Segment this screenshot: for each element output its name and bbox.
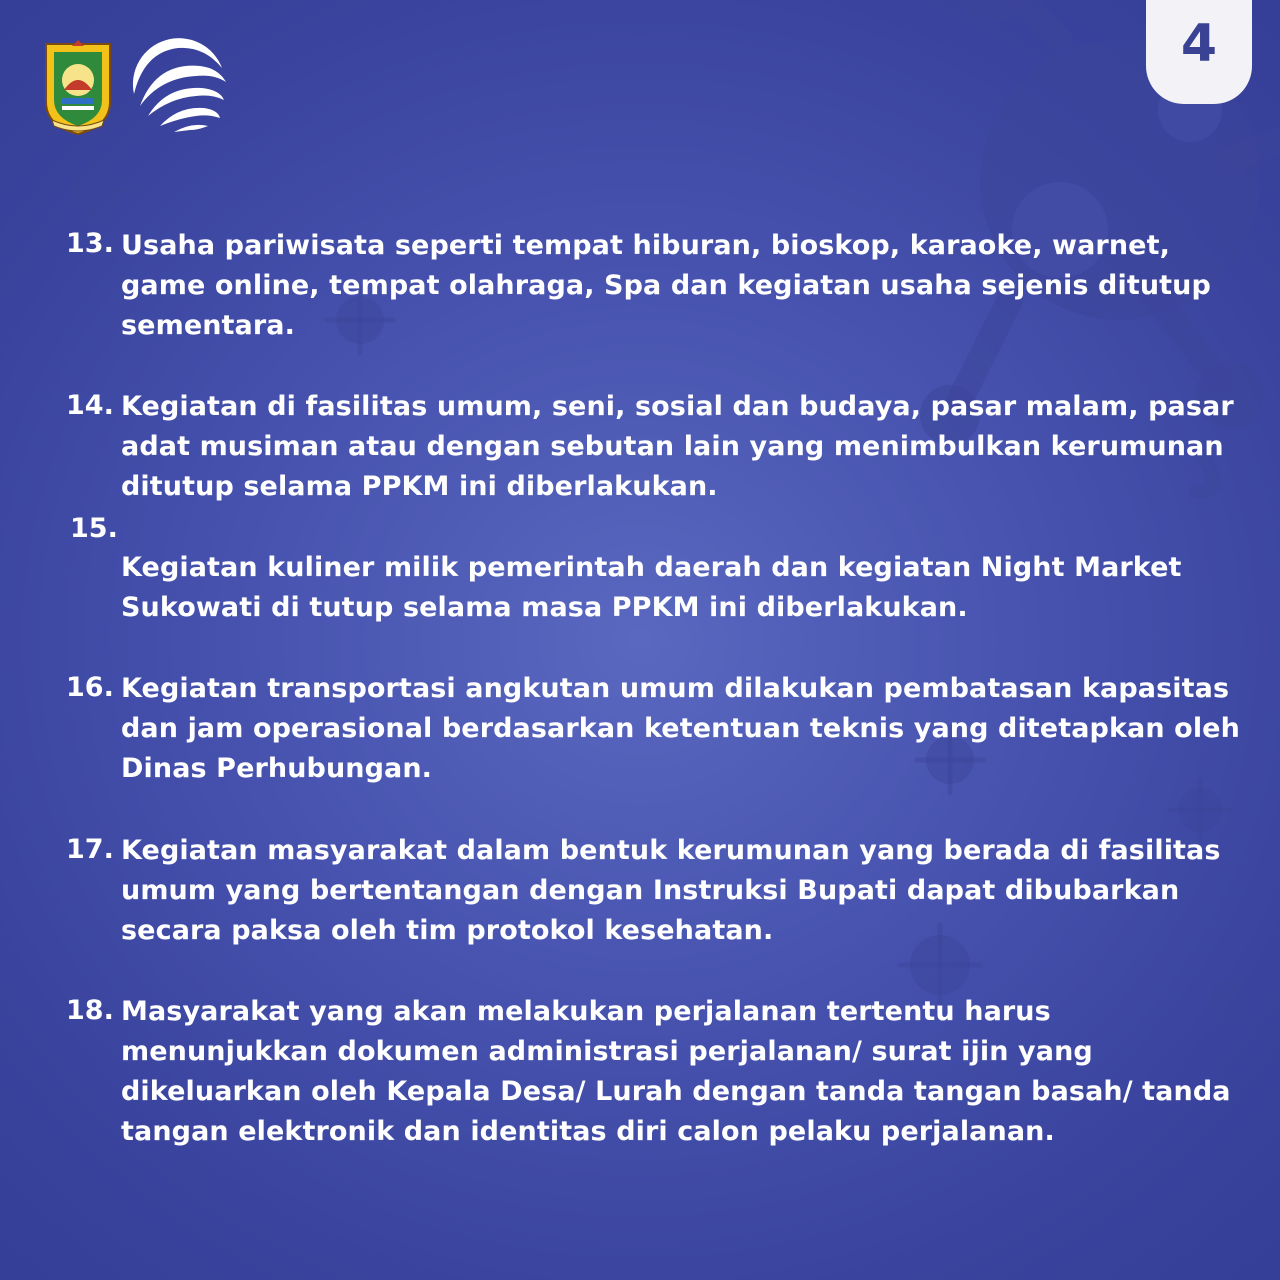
item-number-14: 14. (66, 390, 114, 421)
item-13-line-2: game online, tempat olahraga, Spa dan kegiatan usaha sejenis ditutup (121, 270, 1211, 301)
item-number-15: 15. (70, 513, 118, 544)
item-text-14 (121, 387, 1251, 507)
item-number-18: 18. (66, 995, 114, 1026)
regency-emblem-icon (42, 40, 114, 136)
item-text-18 (121, 992, 1251, 1152)
item-text-15 (121, 548, 1251, 628)
item-15-line-2: Sukowati di tutup selama masa PPKM ini diberlakukan. (121, 592, 968, 623)
item-17-line-3: secara paksa oleh tim protokol kesehatan. (121, 915, 774, 946)
item-13-line-1: Usaha pariwisata seperti tempat hiburan, bioskop, karaoke, warnet, (121, 230, 1170, 261)
item-text-16 (121, 669, 1251, 789)
item-18-line-3: dikeluarkan oleh Kepala Desa/ Lurah dengan tanda tangan basah/ tanda (121, 1076, 1231, 1107)
item-18-line-1: Masyarakat yang akan melakukan perjalanan tertentu harus (121, 996, 1051, 1027)
page-number-badge (1146, 0, 1252, 104)
kominfo-swirl-icon (126, 36, 230, 136)
item-16-line-1: Kegiatan transportasi angkutan umum dilakukan pembatasan kapasitas (121, 673, 1230, 704)
item-16-line-3: Dinas Perhubungan. (121, 753, 433, 784)
item-number-17: 17. (66, 834, 114, 865)
page-number: 4 (1180, 14, 1218, 74)
item-18-line-4: tangan elektronik dan identitas diri calon pelaku perjalanan. (121, 1116, 1055, 1147)
item-17-line-2: umum yang bertentangan dengan Instruksi Bupati dapat dibubarkan (121, 875, 1180, 906)
item-14-line-2: adat musiman atau dengan sebutan lain yang menimbulkan kerumunan (121, 431, 1224, 462)
item-text-17 (121, 831, 1251, 951)
item-number-13: 13. (66, 228, 114, 259)
item-17-line-1: Kegiatan masyarakat dalam bentuk kerumunan yang berada di fasilitas (121, 835, 1221, 866)
item-15-line-1: Kegiatan kuliner milik pemerintah daerah dan kegiatan Night Market (121, 552, 1182, 583)
item-text-13 (121, 226, 1251, 346)
item-number-16: 16. (66, 672, 114, 703)
item-18-line-2: menunjukkan dokumen administrasi perjalanan/ surat ijin yang (121, 1036, 1093, 1067)
item-16-line-2: dan jam operasional berdasarkan ketentuan teknis yang ditetapkan oleh (121, 713, 1240, 744)
item-14-line-1: Kegiatan di fasilitas umum, seni, sosial dan budaya, pasar malam, pasar (121, 391, 1234, 422)
item-13-line-3: sementara. (121, 310, 295, 341)
item-14-line-3: ditutup selama PPKM ini diberlakukan. (121, 471, 718, 502)
